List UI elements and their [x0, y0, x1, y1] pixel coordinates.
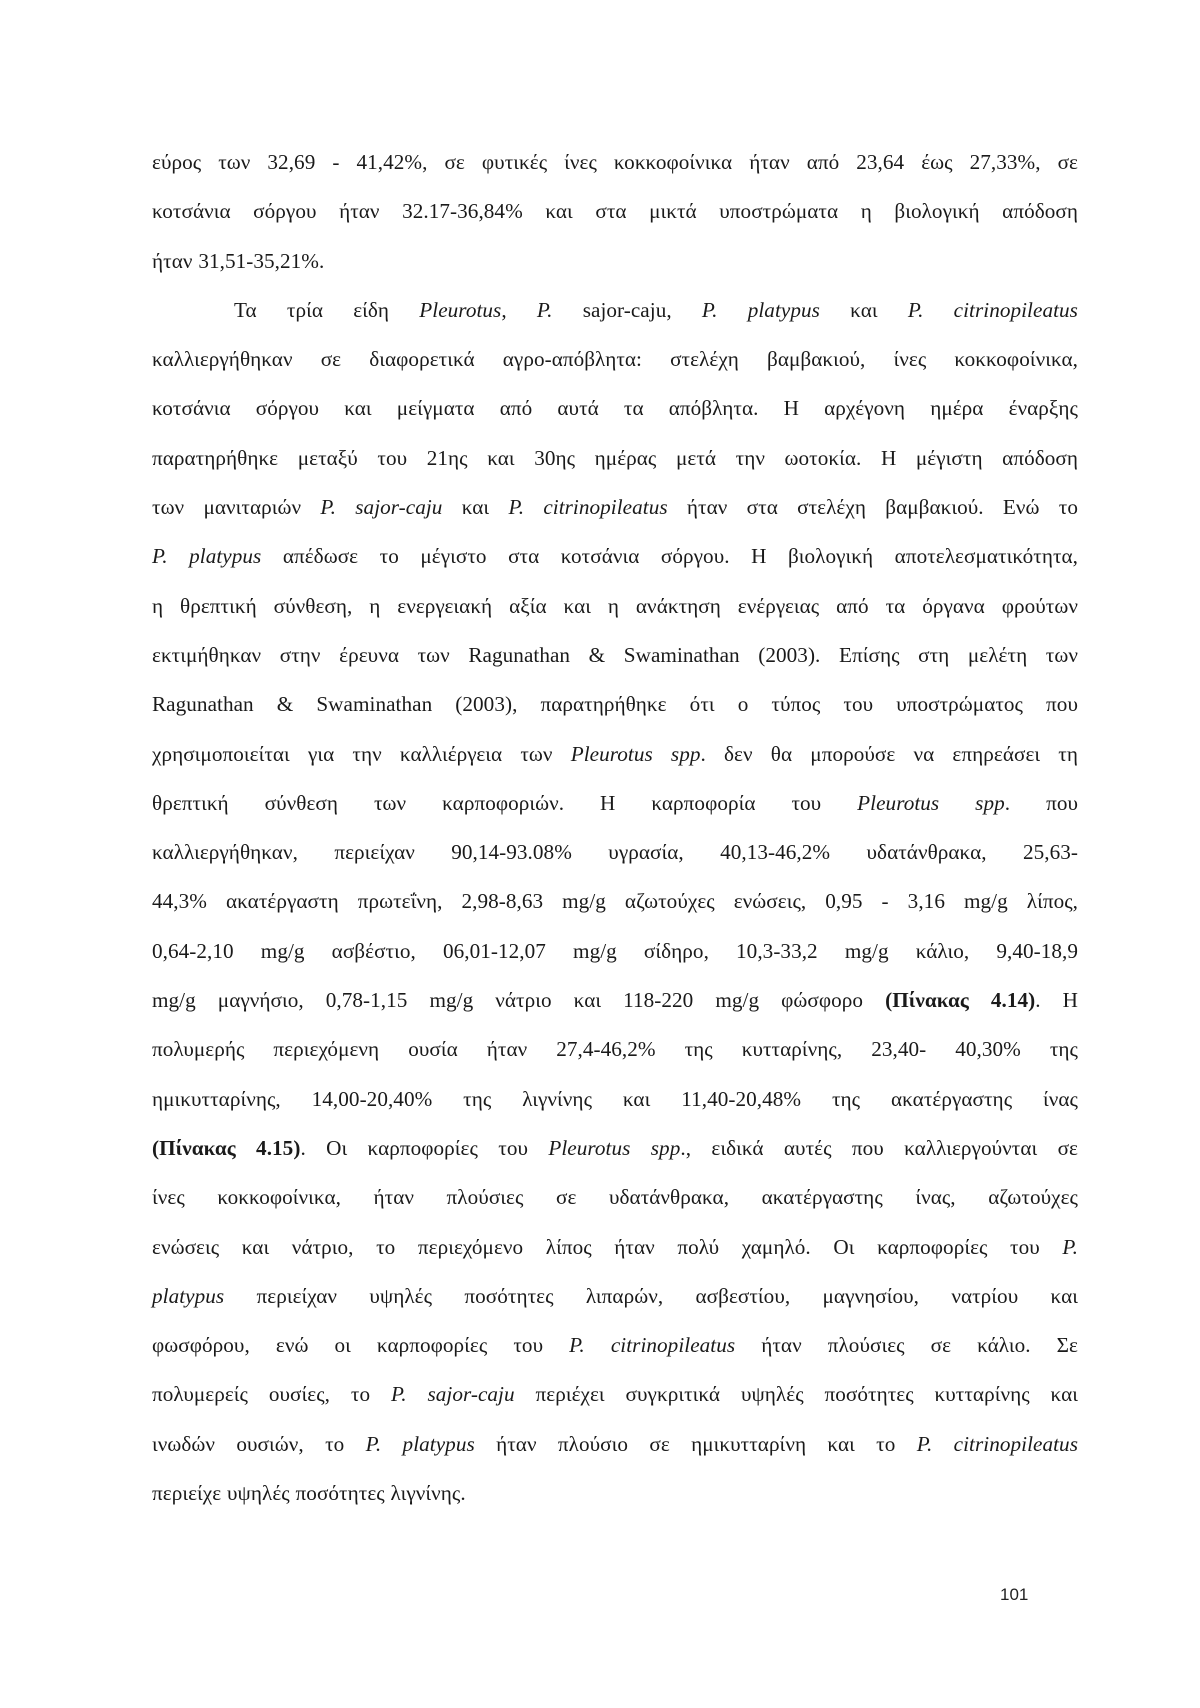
text-line: [152, 927, 1078, 976]
text-segment: κοτσάνια σόργου ήταν 32.17-36,84% και στα μικτά υποστρώματα η βιολογική απόδοση: [152, 199, 1078, 224]
text-segment: καλλιεργήθηκαν σε διαφορετικά αγρο-απόβλητα: στελέχη βαμβακιού, ίνες κοκκοφοίνικα,: [152, 347, 1078, 372]
text-line: [152, 1025, 1078, 1074]
text-line: [152, 483, 1078, 532]
italic-text: Pleurotus spp: [857, 790, 1005, 815]
text-segment: και: [819, 297, 908, 322]
text-segment: . Η: [1035, 988, 1078, 1013]
text-segment: . δεν θα μπορούσε να επηρεάσει τη: [700, 741, 1078, 766]
italic-text: P. sajor-caju: [390, 1382, 515, 1407]
text-segment: παρατηρήθηκε μεταξύ του 21ης και 30ης ημέρας μετά την ωοτοκία. Η μέγιστη απόδοση: [152, 445, 1078, 470]
text-segment: ήταν στα στελέχη βαμβακιού. Ενώ το: [667, 495, 1078, 520]
text-segment: χρησιμοποιείται για την καλλιέργεια των: [152, 741, 571, 766]
text-line: [152, 237, 1078, 286]
text-segment: πολυμερής περιεχόμενη ουσία ήταν 27,4-46,2% της κυτταρίνης, 23,40- 40,30% της: [152, 1037, 1078, 1062]
text-segment: Ragunathan & Swaminathan (2003), παρατηρήθηκε ότι ο τύπος του υποστρώματος που: [152, 692, 1078, 717]
text-line: [152, 828, 1078, 877]
italic-text: Pleurotus spp: [570, 741, 701, 766]
text-segment: η θρεπτική σύνθεση, η ενεργειακή αξία και η ανάκτηση ενέργειας από τα όργανα φρούτων: [152, 593, 1078, 618]
text-segment: ημικυτταρίνης, 14,00-20,40% της λιγνίνης και 11,40-20,48% της ακατέργαστης ίνας: [152, 1086, 1078, 1111]
text-line: [152, 1173, 1078, 1222]
text-segment: sajor-caju,: [552, 297, 702, 322]
text-segment: ,: [501, 297, 537, 322]
text-line: [152, 1124, 1078, 1173]
text-line: [152, 680, 1078, 729]
italic-text: P. platypus: [701, 297, 820, 322]
text-line: [152, 582, 1078, 631]
text-segment: ενώσεις και νάτριο, το περιεχόμενο λίπος ήταν πολύ χαμηλό. Οι καρποφορίες του: [152, 1234, 1063, 1259]
text-line: [152, 187, 1078, 236]
text-segment: . Οι καρποφορίες του: [300, 1135, 549, 1160]
bold-text: (Πίνακας 4.14): [885, 988, 1036, 1013]
text-line: [152, 532, 1078, 581]
text-segment: περιείχε υψηλές ποσότητες λιγνίνης.: [152, 1481, 466, 1506]
italic-text: P. citrinopileatus: [569, 1333, 736, 1358]
text-line: [152, 730, 1078, 779]
body-text: [152, 138, 1078, 1518]
text-line: [152, 779, 1078, 828]
text-segment: ., ειδικά αυτές που καλλιεργούνται σε: [680, 1135, 1078, 1160]
italic-text: P. sajor-caju: [320, 495, 443, 520]
text-segment: ινωδών ουσιών, το: [152, 1431, 366, 1456]
italic-text: P. citrinopileatus: [508, 495, 668, 520]
text-segment: περιείχαν υψηλές ποσότητες λιπαρών, ασβεστίου, μαγνησίου, νατρίου και: [224, 1283, 1078, 1308]
text-line: [152, 335, 1078, 384]
text-segment: των μανιταριών: [152, 495, 321, 520]
text-segment: περιέχει συγκριτικά υψηλές ποσότητες κυτταρίνης και: [514, 1382, 1078, 1407]
text-segment: Τα τρία είδη: [234, 297, 420, 322]
text-segment: mg/g μαγνήσιο, 0,78-1,15 mg/g νάτριο και 118-220 mg/g φώσφορο: [152, 988, 886, 1013]
italic-text: P. citrinopileatus: [907, 297, 1078, 322]
text-segment: ήταν πλούσιες σε κάλιο. Σε: [735, 1333, 1078, 1358]
italic-text: P. platypus: [365, 1431, 475, 1456]
text-segment: εύρος των 32,69 - 41,42%, σε φυτικές ίνες κοκκοφοίνικα ήταν από 23,64 έως 27,33%, σε: [152, 150, 1078, 174]
text-line: [152, 1075, 1078, 1124]
bold-text: (Πίνακας 4.15): [152, 1135, 301, 1160]
text-line: [152, 286, 1078, 335]
italic-text: platypus: [152, 1283, 225, 1308]
text-segment: θρεπτική σύνθεση των καρποφοριών. Η καρποφορία του: [152, 790, 858, 815]
text-segment: πολυμερείς ουσίες, το: [152, 1382, 391, 1407]
text-segment: και: [442, 495, 509, 520]
text-segment: κοτσάνια σόργου και μείγματα από αυτά τα απόβλητα. Η αρχέγονη ημέρα έναρξης: [152, 396, 1078, 421]
italic-text: P.: [1062, 1234, 1078, 1259]
text-segment: ήταν 31,51-35,21%.: [152, 248, 325, 273]
text-line: [152, 1321, 1078, 1370]
text-line: [152, 1469, 1078, 1518]
italic-text: Pleurotus spp: [548, 1135, 681, 1160]
italic-text: Pleurotus: [419, 297, 502, 322]
text-line: [152, 138, 1078, 187]
text-line: [152, 1370, 1078, 1419]
text-segment: ήταν πλούσιο σε ημικυτταρίνη και το: [474, 1431, 917, 1456]
text-segment: 0,64-2,10 mg/g ασβέστιο, 06,01-12,07 mg/g σίδηρο, 10,3-33,2 mg/g κάλιο, 9,40-18,9: [152, 938, 1078, 963]
text-segment: ίνες κοκκοφοίνικα, ήταν πλούσιες σε υδατάνθρακα, ακατέργαστης ίνας, αζωτούχες: [152, 1185, 1078, 1210]
text-line: [152, 1420, 1078, 1469]
text-segment: καλλιεργήθηκαν, περιείχαν 90,14-93.08% υγρασία, 40,13-46,2% υδατάνθρακα, 25,63-: [152, 840, 1078, 865]
text-line: [152, 877, 1078, 926]
text-line: [152, 976, 1078, 1025]
page-number: 101: [1000, 1585, 1029, 1604]
text-segment: απέδωσε το μέγιστο στα κοτσάνια σόργου. Η βιολογική αποτελεσματικότητα,: [261, 544, 1079, 569]
text-line: [152, 631, 1078, 680]
text-line: [152, 1272, 1078, 1321]
text-segment: . που: [1004, 790, 1078, 815]
text-segment: φωσφόρου, ενώ οι καρποφορίες του: [152, 1333, 570, 1358]
text-segment: 44,3% ακατέργαστη πρωτεΐνη, 2,98-8,63 mg/g αζωτούχες ενώσεις, 0,95 - 3,16 mg/g λίπος,: [152, 889, 1078, 914]
text-segment: εκτιμήθηκαν στην έρευνα των Ragunathan & Swaminathan (2003). Επίσης στη μελέτη των: [152, 642, 1078, 667]
italic-text: P. platypus: [152, 544, 262, 569]
italic-text: P. citrinopileatus: [916, 1431, 1078, 1456]
text-line: [152, 384, 1078, 433]
italic-text: P.: [536, 297, 553, 322]
text-line: [152, 434, 1078, 483]
text-line: [152, 1223, 1078, 1272]
